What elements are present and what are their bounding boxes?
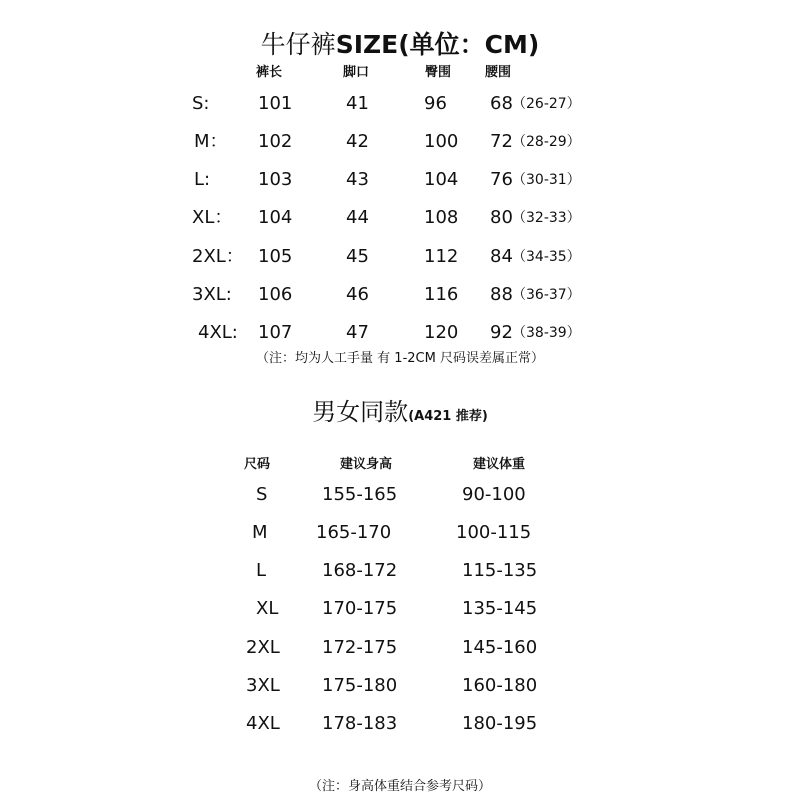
row-hem: 44 [346,207,369,228]
row-size: L [256,560,267,581]
row-range: （36-37） [512,287,581,303]
row-height: 175-180 [322,675,398,696]
row-hip: 112 [424,246,459,267]
row-waist: 92 [490,322,513,343]
row-weight: 145-160 [462,637,538,658]
row-size: 2XL [246,637,280,658]
row-range: （30-31） [512,172,581,188]
unisex-title-main: 男女同款 [312,398,409,426]
row-size: XL [256,598,279,619]
row-hip: 96 [424,93,447,114]
row-size: 2XL： [192,246,244,267]
row-range: （26-27） [512,96,581,112]
row-size: 3XL [246,675,280,696]
row-height: 165-170 [316,522,392,543]
title-size: SIZE( [335,30,410,59]
header-weight: 建议体重 [473,457,526,472]
row-height: 155-165 [322,484,398,505]
row-size: L: [194,169,211,190]
row-hip: 116 [424,284,459,305]
row-length: 107 [258,322,293,343]
row-length: 101 [258,93,293,114]
row-hip: 104 [424,169,459,190]
row-range: （32-33） [512,210,581,226]
row-waist: 84 [490,246,513,267]
row-size: 4XL [246,713,280,734]
row-range: （28-29） [512,134,581,150]
row-height: 172-175 [322,637,398,658]
header-height: 建议身高 [340,457,393,472]
unisex-title-sub: (A421 推荐) [408,409,488,424]
row-hip: 108 [424,207,459,228]
row-range: （34-35） [512,249,581,265]
row-height: 168-172 [322,560,398,581]
row-length: 104 [258,207,293,228]
header-size: 尺码 [244,457,271,472]
row-hem: 42 [346,131,369,152]
row-weight: 180-195 [462,713,538,734]
row-weight: 135-145 [462,598,538,619]
row-hem: 47 [346,322,369,343]
row-size: S: [192,93,210,114]
row-height: 178-183 [322,713,398,734]
title-unit: 单位： [409,30,485,59]
header-length: 裤长 [256,65,283,80]
row-size: S [256,484,268,505]
size-chart-title [0,32,800,57]
row-size: M： [194,131,228,152]
row-hem: 41 [346,93,369,114]
row-hip: 120 [424,322,459,343]
header-hip: 臀围 [425,65,452,80]
row-hem: 45 [346,246,369,267]
row-weight: 160-180 [462,675,538,696]
reference-note: （注：身高体重结合参考尺码） [308,779,491,794]
row-weight: 100-115 [456,522,532,543]
row-length: 105 [258,246,293,267]
row-size: XL： [192,207,233,228]
title-cn: 牛仔裤 [260,30,336,59]
row-hem: 46 [346,284,369,305]
row-range: （38-39） [512,325,581,341]
row-weight: 115-135 [462,560,538,581]
row-waist: 68 [490,93,513,114]
unisex-title [0,400,800,424]
row-length: 103 [258,169,293,190]
title-cm: CM) [484,30,540,59]
row-waist: 88 [490,284,513,305]
row-size: 3XL: [192,284,232,305]
row-length: 106 [258,284,293,305]
row-waist: 80 [490,207,513,228]
row-hip: 100 [424,131,459,152]
header-hem: 脚口 [343,65,370,80]
row-waist: 76 [490,169,513,190]
row-waist: 72 [490,131,513,152]
row-weight: 90-100 [462,484,526,505]
row-length: 102 [258,131,293,152]
row-size: 4XL: [198,322,238,343]
row-height: 170-175 [322,598,398,619]
row-hem: 43 [346,169,369,190]
measurement-note: （注：均为人工手量 有 1-2CM 尺码误差属正常） [256,351,544,366]
header-waist: 腰围 [485,65,512,80]
row-size: M [252,522,268,543]
